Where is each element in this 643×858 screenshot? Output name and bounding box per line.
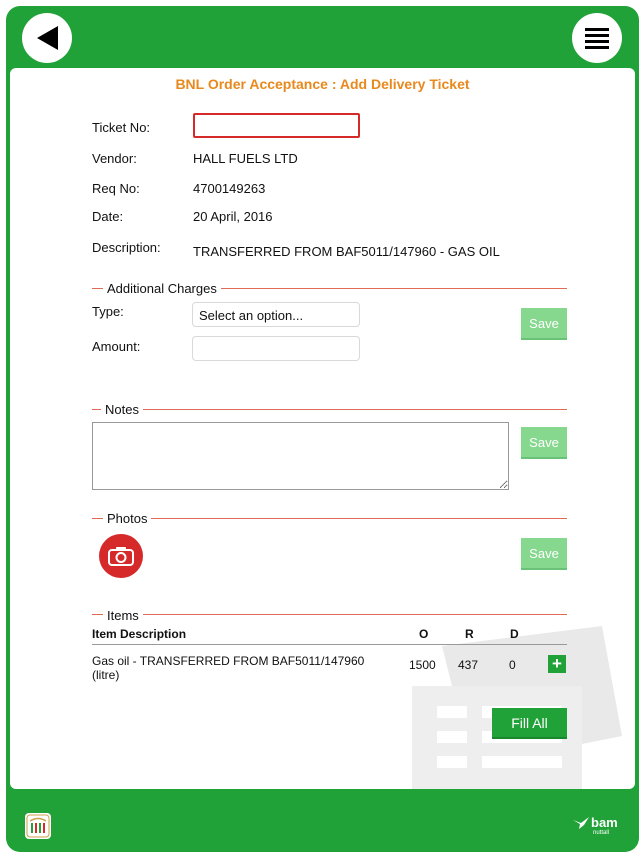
vendor-label: Vendor: — [92, 151, 137, 166]
page-title: BNL Order Acceptance : Add Delivery Ticket — [175, 76, 470, 92]
item-ordered-qty: 1500 — [409, 658, 436, 672]
save-charges-button[interactable]: Save — [521, 308, 567, 340]
back-button[interactable] — [22, 13, 72, 63]
description-value: TRANSFERRED FROM BAF5011/147960 - GAS OIL — [193, 244, 500, 259]
camera-icon — [108, 546, 134, 566]
app-logo — [25, 813, 51, 839]
ticket-no-label: Ticket No: — [92, 120, 151, 135]
date-value: 20 April, 2016 — [193, 209, 273, 224]
additional-charges-heading: Additional Charges — [103, 281, 221, 296]
back-arrow-icon — [32, 23, 62, 53]
save-photos-button[interactable]: Save — [521, 538, 567, 570]
items-heading: Items — [103, 608, 143, 623]
menu-button[interactable] — [572, 13, 622, 63]
item-description: Gas oil - TRANSFERRED FROM BAF5011/147960 — [92, 654, 365, 668]
item-received-qty: 437 — [458, 658, 479, 672]
camera-button[interactable] — [99, 534, 143, 578]
column-header-item-description: Item Description — [92, 627, 187, 641]
amount-input[interactable] — [192, 336, 360, 361]
charge-type-select[interactable]: Select an option... — [192, 302, 360, 327]
items-header-divider — [92, 644, 567, 645]
save-notes-button[interactable]: Save — [521, 427, 567, 459]
amount-label: Amount: — [92, 339, 141, 354]
req-no-value: 4700149263 — [193, 181, 266, 196]
notes-heading: Notes — [101, 402, 143, 417]
hamburger-menu-icon — [585, 27, 609, 49]
item-delivered-qty: 0 — [509, 658, 516, 672]
column-header-r: R — [465, 627, 474, 641]
vendor-value: HALL FUELS LTD — [193, 151, 298, 166]
app-logo-icon — [25, 813, 51, 839]
column-header-o: O — [419, 627, 429, 641]
fill-all-button[interactable]: Fill All — [492, 708, 567, 739]
column-header-d: D — [510, 627, 519, 641]
type-label: Type: — [92, 304, 124, 319]
add-item-button[interactable]: + — [548, 655, 566, 673]
content-panel — [10, 68, 635, 789]
brand-name: bam — [591, 815, 618, 830]
photos-heading: Photos — [103, 511, 151, 526]
brand-subtitle: nuttall — [593, 830, 610, 836]
items-divider — [92, 614, 567, 615]
bam-bird-icon — [573, 817, 589, 829]
item-unit: (litre) — [92, 668, 120, 682]
req-no-label: Req No: — [92, 181, 140, 196]
notes-textarea[interactable] — [92, 422, 509, 490]
ticket-no-input[interactable] — [193, 113, 360, 138]
description-label: Description: — [92, 240, 161, 255]
notes-divider — [92, 409, 567, 410]
date-label: Date: — [92, 209, 124, 224]
photos-divider — [92, 518, 567, 519]
